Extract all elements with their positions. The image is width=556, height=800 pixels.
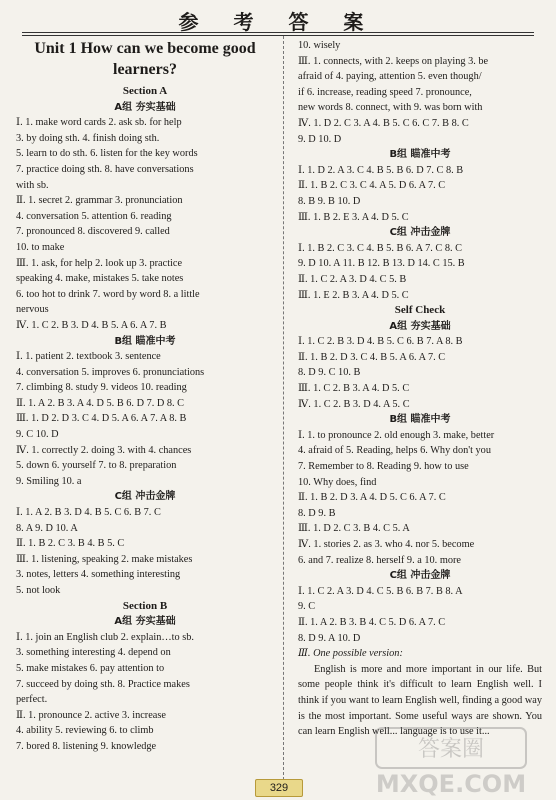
answer-line: with sb. xyxy=(16,179,49,191)
answer-line: 3. notes, letters 4. something interesting xyxy=(16,569,181,581)
answer-line: Ⅰ. 1. join an English club 2. explain…to sb. xyxy=(16,631,194,643)
answer-line: Ⅱ. 1. B 2. C 3. B 4. B 5. C xyxy=(16,538,125,550)
group-heading: C组 冲击金牌 xyxy=(114,491,176,503)
answer-line: Ⅱ. 1. C 2. A 3. D 4. C 5. B xyxy=(298,273,407,285)
answer-line: Ⅲ. 1. ask, for help 2. look up 3. practice xyxy=(16,257,183,269)
answer-line: Ⅰ. 1. patient 2. textbook 3. sentence xyxy=(16,351,161,363)
answer-line: 9. D 10. A 11. B 12. B 13. D 14. C 15. B xyxy=(298,258,465,270)
answer-line: 4. ability 5. reviewing 6. to climb xyxy=(16,725,154,737)
answer-line: Ⅳ. 1. D 2. C 3. A 4. B 5. C 6. C 7. B 8. C xyxy=(298,117,469,129)
title-rule-bottom xyxy=(22,35,534,36)
answer-line: 4. conversation 5. improves 6. pronunciations xyxy=(16,366,205,378)
answer-line: 6. and 7. realize 8. herself 9. a 10. more xyxy=(298,554,461,566)
answer-line: Ⅲ. 1. D 2. C 3. B 4. C 5. A xyxy=(298,523,410,535)
answer-line: Ⅱ. 1. secret 2. grammar 3. pronunciation xyxy=(16,195,183,207)
section-heading: Section A xyxy=(122,85,168,97)
right-column xyxy=(298,38,542,740)
watermark-logo xyxy=(368,720,538,800)
answer-line: speaking 4. make, mistakes 5. take notes xyxy=(16,273,184,285)
answer-line: 7. Remember to 8. Reading 9. how to use xyxy=(298,461,469,473)
page-title: 参 考 答 案 xyxy=(178,10,378,34)
title-rule-top xyxy=(22,32,534,33)
answer-line: 7. climbing 8. study 9. videos 10. reading xyxy=(16,382,187,394)
answer-line: Ⅰ. 1. make word cards 2. ask sb. for help xyxy=(16,117,182,129)
unit-title: Unit 1 How can we become good learners? xyxy=(34,40,256,78)
answer-line: Ⅲ. 1. E 2. B 3. A 4. D 5. C xyxy=(298,289,409,301)
answer-line: 8. D 9. A 10. D xyxy=(298,632,361,644)
answer-line: if 6. increase, reading speed 7. pronounce, xyxy=(298,86,472,98)
answer-line: Ⅳ. 1. correctly 2. doing 3. with 4. chances xyxy=(16,444,192,456)
svg-text:答案圈: 答案圈 xyxy=(417,737,485,762)
essay-paragraph: English is more and more important in our life. But some people think it's difficult to learn English well. I think if you want to learn English well, finding a good way is the most important. Some useful ways are shown. You can learn English well... language is to use it... xyxy=(298,663,542,738)
section-heading: Section B xyxy=(122,599,168,612)
answer-line: 8. B 9. B 10. D xyxy=(298,195,361,207)
answer-line: Ⅱ. 1. B 2. D 3. A 4. D 5. C 6. A 7. C xyxy=(298,492,446,504)
answer-line: Ⅰ. 1. C 2. A 3. D 4. C 5. B 6. B 7. B 8. A xyxy=(298,585,463,597)
group-heading: A组 夯实基础 xyxy=(114,101,176,113)
answer-line: afraid of 4. paying, attention 5. even though/ xyxy=(298,71,482,83)
answer-line: Ⅱ. 1. B 2. D 3. C 4. B 5. A 6. A 7. C xyxy=(298,351,446,363)
answer-line: 5. make mistakes 6. pay attention to xyxy=(16,662,165,674)
group-heading: A组 夯实基础 xyxy=(389,320,451,332)
answer-line: Ⅱ. 1. B 2. C 3. C 4. A 5. D 6. A 7. C xyxy=(298,180,446,192)
answer-line: 7. bored 8. listening 9. knowledge xyxy=(16,740,157,752)
answer-line: Ⅳ. 1. C 2. B 3. D 4. A 5. C xyxy=(298,398,410,410)
answer-line: 5. down 6. yourself 7. to 8. preparation xyxy=(16,460,177,472)
answer-line: 4. conversation 5. attention 6. reading xyxy=(16,210,172,222)
right-answer-list xyxy=(298,38,542,740)
group-heading: B组 瞄准中考 xyxy=(114,335,176,347)
group-heading: C组 冲击金牌 xyxy=(389,570,451,582)
answer-line: 9. D 10. D xyxy=(298,133,342,145)
group-heading: C组 冲击金牌 xyxy=(389,227,451,239)
answer-line: 5. learn to do sth. 6. listen for the key words xyxy=(16,148,198,160)
answer-line: 6. too hot to drink 7. word by word 8. a little xyxy=(16,288,200,300)
answer-line: Ⅲ. 1. D 2. D 3. C 4. D 5. A 6. A 7. A 8. B xyxy=(16,413,187,425)
answer-line: 5. not look xyxy=(16,585,61,596)
answer-line: 8. A 9. D 10. A xyxy=(16,522,78,534)
answer-line: nervous xyxy=(16,304,49,316)
answer-line: Ⅰ. 1. C 2. B 3. D 4. B 5. C 6. B 7. A 8. B xyxy=(298,336,463,348)
svg-text:MXQE.COM: MXQE.COM xyxy=(375,770,527,798)
answer-line: Ⅲ. 1. connects, with 2. keeps on playing 3. be xyxy=(298,55,489,67)
answer-line: 7. pronounced 8. discovered 9. called xyxy=(16,226,170,238)
answer-line: 9. C 10. D xyxy=(16,429,59,441)
answer-line: Ⅳ. 1. C 2. B 3. D 4. B 5. A 6. A 7. B xyxy=(16,319,167,331)
answer-line: Ⅱ. 1. A 2. B 3. A 4. D 5. B 6. D 7. D 8. C xyxy=(16,397,185,409)
answer-line: Ⅰ. 1. D 2. A 3. C 4. B 5. B 6. D 7. C 8. B xyxy=(298,164,464,176)
answer-line: Ⅰ. 1. to pronounce 2. old enough 3. make, better xyxy=(298,429,495,441)
answer-line: perfect. xyxy=(16,694,48,706)
left-answer-list xyxy=(16,84,274,755)
answer-line: Ⅲ. 1. listening, speaking 2. make mistakes xyxy=(16,553,193,565)
group-heading: B组 瞄准中考 xyxy=(389,414,451,426)
answer-line: 9. Smiling 10. a xyxy=(16,475,82,487)
group-heading: B组 瞄准中考 xyxy=(389,149,451,161)
answer-line: Ⅲ. 1. B 2. E 3. A 4. D 5. C xyxy=(298,211,409,223)
answer-line: 4. afraid of 5. Reading, helps 6. Why don't you xyxy=(298,445,491,457)
answer-line: 8. D 9. C 10. B xyxy=(298,367,361,379)
answer-line: Ⅱ. 1. A 2. B 3. B 4. C 5. D 6. A 7. C xyxy=(298,616,446,628)
section-heading: Self Check xyxy=(394,304,446,317)
answer-line: Ⅳ. 1. stories 2. as 3. who 4. nor 5. become xyxy=(298,539,475,550)
answer-line: 10. Why does, find xyxy=(298,476,377,488)
page-number: 329 xyxy=(255,779,303,797)
answer-line: Ⅲ. One possible version: xyxy=(298,648,403,660)
answer-line: 3. something interesting 4. depend on xyxy=(16,647,171,659)
answer-line: Ⅲ. 1. C 2. B 3. A 4. D 5. C xyxy=(298,383,410,395)
answer-line: 3. by doing sth. 4. finish doing sth. xyxy=(16,132,160,144)
left-column xyxy=(16,38,274,755)
group-heading: A组 夯实基础 xyxy=(114,616,176,628)
answer-line: Ⅰ. 1. B 2. C 3. C 4. B 5. B 6. A 7. C 8. C xyxy=(298,242,462,254)
answer-line: 7. practice doing sth. 8. have conversations xyxy=(16,163,194,175)
answer-line: 9. C xyxy=(298,601,316,613)
answer-line: Ⅱ. 1. pronounce 2. active 3. increase xyxy=(16,709,166,721)
answer-line: new words 8. connect, with 9. was born with xyxy=(298,102,483,114)
answer-line: 10. to make xyxy=(16,241,65,253)
column-divider xyxy=(283,36,284,780)
answer-line: Ⅰ. 1. A 2. B 3. D 4. B 5. C 6. B 7. C xyxy=(16,507,161,519)
answer-line: 8. D 9. B xyxy=(298,507,336,519)
answer-line: 10. wisely xyxy=(298,40,341,51)
answer-line: 7. succeed by doing sth. 8. Practice makes xyxy=(16,678,190,690)
